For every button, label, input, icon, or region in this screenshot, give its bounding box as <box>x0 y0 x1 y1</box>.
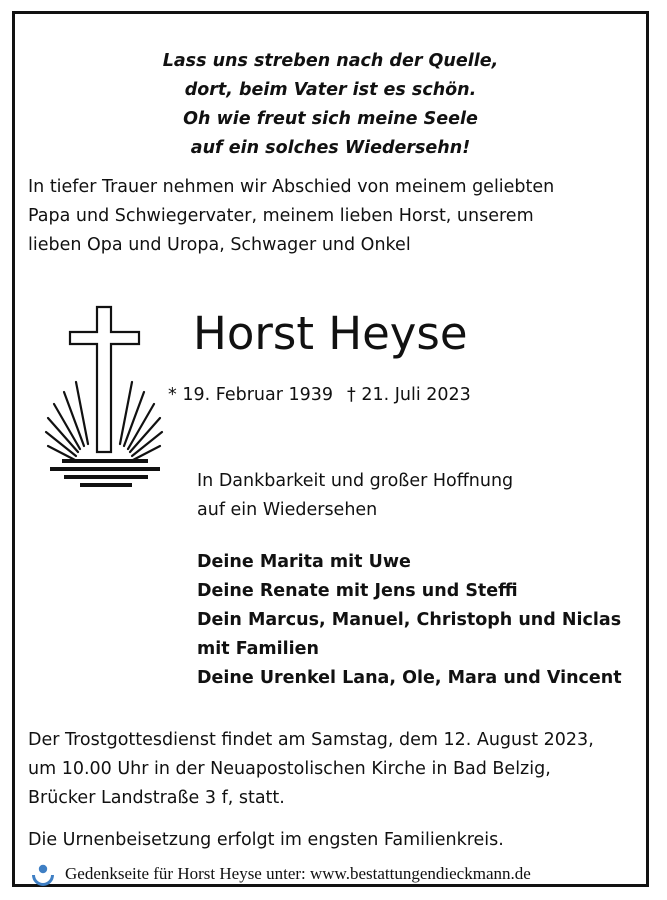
thanks-text <box>197 467 513 525</box>
thanks-line: In Dankbarkeit und großer Hoffnung <box>197 471 514 491</box>
service-line: Brücker Landstraße 3 f, statt. <box>28 788 285 808</box>
intro-line: lieben Opa und Uropa, Schwager und Onkel <box>28 235 411 255</box>
birth-date: 19. Februar 1939 <box>182 385 334 405</box>
family-line: Dein Marcus, Manuel, Christoph und Niclas <box>197 610 622 630</box>
service-info <box>28 726 594 813</box>
poem-line: dort, beim Vater ist es schön. <box>184 80 477 100</box>
service-line: um 10.00 Uhr in der Neuapostolischen Kirche in Bad Belzig, <box>28 759 551 779</box>
intro-text <box>28 173 648 260</box>
thanks-line: auf ein Wiedersehen <box>197 500 378 520</box>
deceased-name: Horst Heyse <box>193 307 468 360</box>
bestatter-logo-icon <box>29 861 57 887</box>
life-dates <box>168 383 471 407</box>
poem <box>15 47 646 163</box>
family-line: Deine Urenkel Lana, Ole, Mara und Vincent <box>197 668 622 688</box>
death-date: 21. Juli 2023 <box>361 385 471 405</box>
poem-line: Oh wie freut sich meine Seele <box>183 109 478 129</box>
birth-symbol: * <box>168 385 177 405</box>
poem-line: auf ein solches Wiedersehn! <box>190 138 471 158</box>
death-symbol: † <box>347 385 356 405</box>
obituary-frame <box>12 11 649 887</box>
cross-sunrise-icon <box>40 304 170 504</box>
family-list <box>197 548 622 693</box>
memorial-page-link[interactable]: Gedenkseite für Horst Heyse unter: www.bestattungendieckmann.de <box>65 864 531 883</box>
intro-line: In tiefer Trauer nehmen wir Abschied von meinem geliebten <box>28 177 555 197</box>
poem-line: Lass uns streben nach der Quelle, <box>162 51 499 71</box>
intro-line: Papa und Schwiegervater, meinem lieben Horst, unserem <box>28 206 534 226</box>
family-line: Deine Marita mit Uwe <box>197 552 411 572</box>
family-line: mit Familien <box>197 639 319 659</box>
footer <box>29 861 531 887</box>
service-line: Der Trostgottesdienst findet am Samstag, dem 12. August 2023, <box>28 730 594 750</box>
family-line: Deine Renate mit Jens und Steffi <box>197 581 518 601</box>
burial-info: Die Urnenbeisetzung erfolgt im engsten Familienkreis. <box>28 830 504 850</box>
